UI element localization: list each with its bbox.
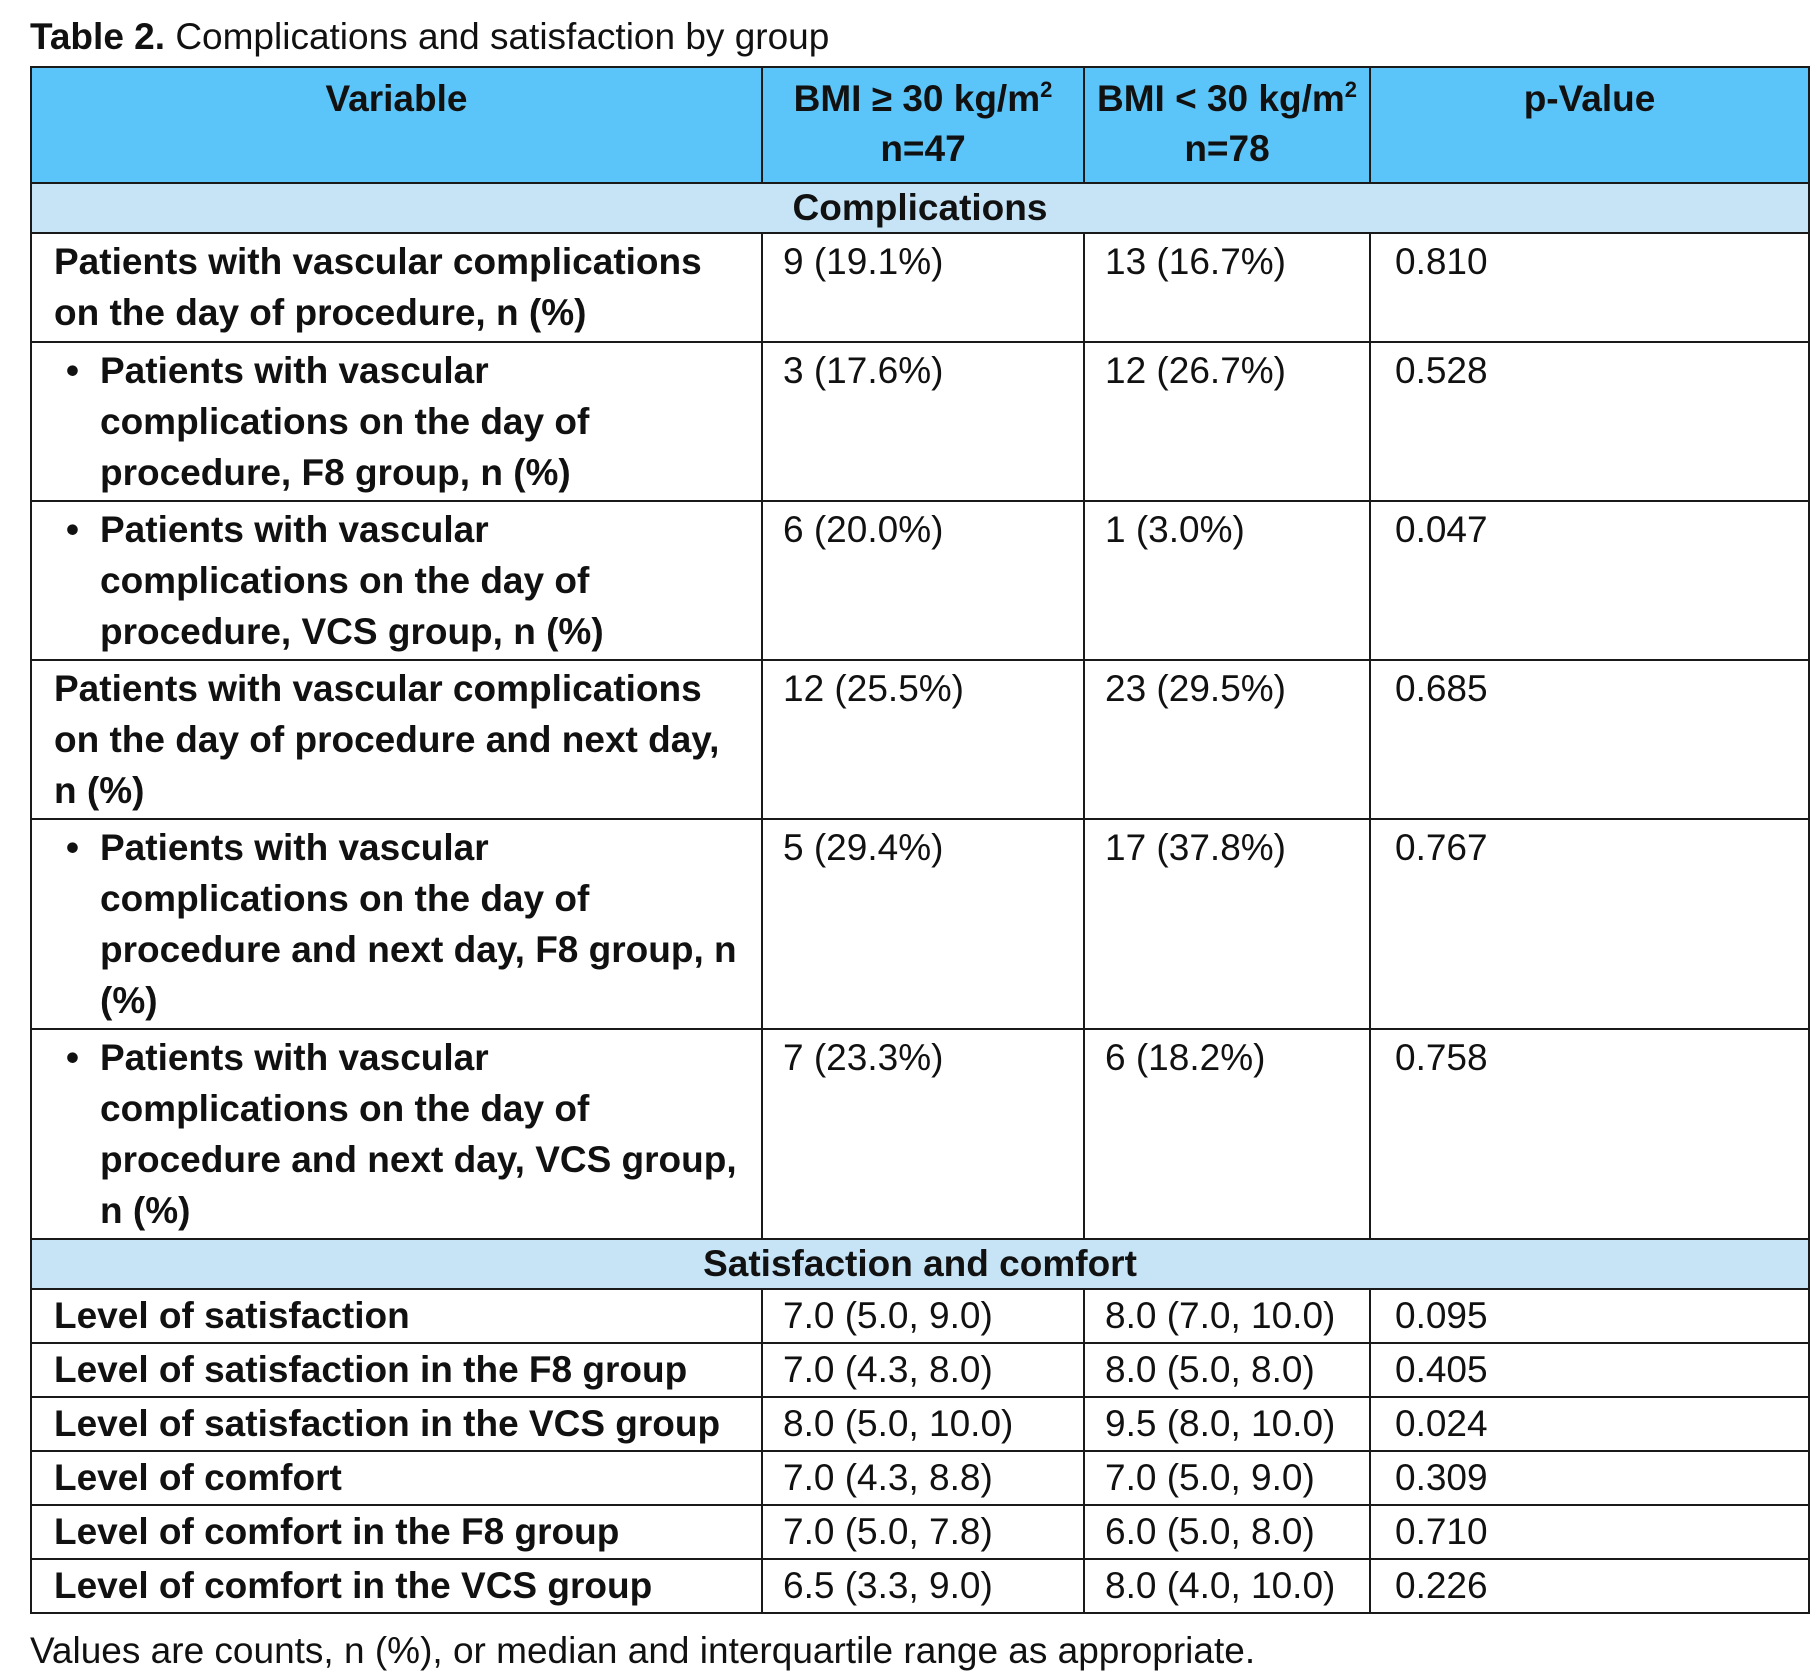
row-variable-text: Patients with vascular complications on the day of procedure and next day, VCS group, n (%)	[100, 1037, 737, 1231]
row-pvalue: 0.095	[1370, 1289, 1809, 1343]
header-bmi-high-n: n=47	[880, 128, 966, 169]
row-bmi-high: 6 (20.0%)	[762, 501, 1084, 660]
row-bmi-high: 9 (19.1%)	[762, 233, 1084, 342]
row-bmi-low: 23 (29.5%)	[1084, 660, 1370, 819]
results-table	[30, 66, 1810, 1614]
row-bmi-low: 9.5 (8.0, 10.0)	[1084, 1397, 1370, 1451]
row-bmi-high: 7.0 (4.3, 8.0)	[762, 1343, 1084, 1397]
row-bmi-high: 5 (29.4%)	[762, 819, 1084, 1029]
row-variable-text: Patients with vascular complications on the day of procedure, F8 group, n (%)	[100, 350, 590, 493]
bullet: •	[66, 509, 79, 550]
header-variable: Variable	[31, 67, 762, 183]
row-variable-text: Patients with vascular complications on the day of procedure, VCS group, n (%)	[100, 509, 604, 652]
row-bmi-low: 7.0 (5.0, 9.0)	[1084, 1451, 1370, 1505]
header-bmi-high	[762, 67, 1084, 183]
header-pvalue: p-Value	[1370, 67, 1809, 183]
row-bmi-high: 7.0 (5.0, 7.8)	[762, 1505, 1084, 1559]
table-row	[31, 1289, 1809, 1343]
table-row	[31, 501, 1809, 660]
header-bmi-low	[1084, 67, 1370, 183]
row-variable: Level of comfort in the VCS group	[31, 1559, 762, 1613]
row-pvalue: 0.226	[1370, 1559, 1809, 1613]
row-variable: Patients with vascular complications on the day of procedure, n (%)	[31, 233, 762, 342]
header-row	[31, 67, 1809, 183]
table-caption-label: Table 2.	[30, 16, 166, 57]
row-variable: Level of comfort in the F8 group	[31, 1505, 762, 1559]
row-pvalue: 0.710	[1370, 1505, 1809, 1559]
row-bmi-low: 6 (18.2%)	[1084, 1029, 1370, 1239]
row-pvalue: 0.758	[1370, 1029, 1809, 1239]
bullet: •	[66, 350, 79, 391]
row-bmi-low: 12 (26.7%)	[1084, 342, 1370, 501]
header-bmi-high-label: BMI ≥ 30 kg/m	[793, 78, 1041, 119]
table-caption	[30, 14, 1810, 60]
row-pvalue: 0.405	[1370, 1343, 1809, 1397]
header-bmi-low-n: n=78	[1184, 128, 1270, 169]
bullet: •	[66, 1037, 79, 1078]
table-row	[31, 660, 1809, 819]
row-variable: Level of satisfaction in the F8 group	[31, 1343, 762, 1397]
row-variable	[31, 819, 762, 1029]
row-variable	[31, 501, 762, 660]
table-figure	[30, 14, 1810, 1674]
row-variable: Patients with vascular complications on the day of procedure and next day, n (%)	[31, 660, 762, 819]
row-pvalue: 0.047	[1370, 501, 1809, 660]
table-caption-text: Complications and satisfaction by group	[175, 16, 830, 57]
row-bmi-low: 8.0 (7.0, 10.0)	[1084, 1289, 1370, 1343]
row-variable: Level of satisfaction	[31, 1289, 762, 1343]
row-bmi-high: 3 (17.6%)	[762, 342, 1084, 501]
row-variable	[31, 342, 762, 501]
table-row	[31, 1451, 1809, 1505]
section-title-satisfaction: Satisfaction and comfort	[31, 1239, 1809, 1289]
row-bmi-high: 6.5 (3.3, 9.0)	[762, 1559, 1084, 1613]
row-pvalue: 0.767	[1370, 819, 1809, 1029]
row-bmi-low: 6.0 (5.0, 8.0)	[1084, 1505, 1370, 1559]
table-row	[31, 819, 1809, 1029]
row-bmi-low: 1 (3.0%)	[1084, 501, 1370, 660]
table-footnote: Values are counts, n (%), or median and interquartile range as appropriate.	[30, 1630, 1256, 1671]
row-bmi-high: 12 (25.5%)	[762, 660, 1084, 819]
table-row	[31, 1397, 1809, 1451]
bullet: •	[66, 827, 79, 868]
row-variable: Level of comfort	[31, 1451, 762, 1505]
section-row-complications	[31, 183, 1809, 233]
section-title-complications: Complications	[31, 183, 1809, 233]
row-pvalue: 0.528	[1370, 342, 1809, 501]
row-bmi-high: 7.0 (5.0, 9.0)	[762, 1289, 1084, 1343]
section-row-satisfaction	[31, 1239, 1809, 1289]
row-bmi-high: 8.0 (5.0, 10.0)	[762, 1397, 1084, 1451]
table-row	[31, 1029, 1809, 1239]
row-pvalue: 0.309	[1370, 1451, 1809, 1505]
row-pvalue: 0.024	[1370, 1397, 1809, 1451]
header-bmi-high-sup: 2	[1040, 77, 1053, 102]
table-row	[31, 233, 1809, 342]
row-pvalue: 0.810	[1370, 233, 1809, 342]
row-bmi-low: 17 (37.8%)	[1084, 819, 1370, 1029]
table-row	[31, 342, 1809, 501]
row-bmi-low: 8.0 (5.0, 8.0)	[1084, 1343, 1370, 1397]
table-row	[31, 1343, 1809, 1397]
table-row	[31, 1505, 1809, 1559]
header-bmi-low-sup: 2	[1344, 77, 1358, 102]
row-bmi-high: 7 (23.3%)	[762, 1029, 1084, 1239]
row-bmi-low: 13 (16.7%)	[1084, 233, 1370, 342]
header-bmi-low-label: BMI < 30 kg/m	[1096, 78, 1345, 119]
row-variable	[31, 1029, 762, 1239]
row-bmi-high: 7.0 (4.3, 8.8)	[762, 1451, 1084, 1505]
row-bmi-low: 8.0 (4.0, 10.0)	[1084, 1559, 1370, 1613]
row-variable: Level of satisfaction in the VCS group	[31, 1397, 762, 1451]
table-row	[31, 1559, 1809, 1613]
row-variable-text: Patients with vascular complications on the day of procedure and next day, F8 group, n (%)	[100, 827, 737, 1021]
row-pvalue: 0.685	[1370, 660, 1809, 819]
